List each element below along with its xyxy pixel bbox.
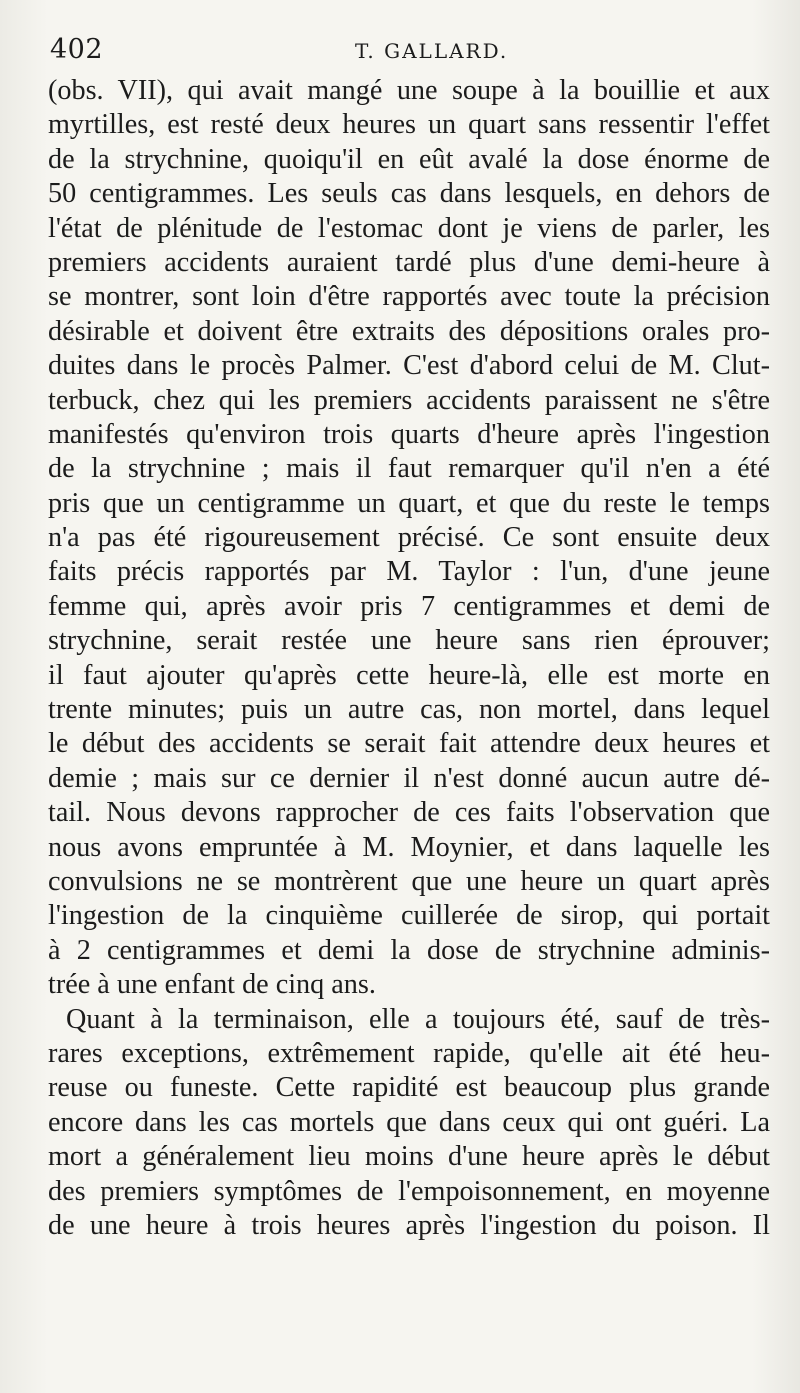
text-line: de la strychnine ; mais il faut remarquer qu'il n'en a été [48,453,770,485]
text-line: demie ; mais sur ce dernier il n'est donné aucun autre dé- [48,762,770,794]
text-line: encore dans les cas mortels que dans ceux qui ont guéri. La [48,1106,770,1138]
text-line: rares exceptions, extrêmement rapide, qu'elle ait été heu- [48,1037,770,1069]
text-line: des premiers symptômes de l'empoisonnement, en moyenne [48,1175,770,1207]
text-line: manifestés qu'environ trois quarts d'heure après l'ingestion [48,418,770,450]
text-line: pris que un centigramme un quart, et que du reste le temps [48,487,770,519]
text-line: 50 centigrammes. Les seuls cas dans lesquels, en dehors de [48,178,770,210]
text-line: désirable et doivent être extraits des dépositions orales pro- [48,315,770,347]
page-number: 402 [50,34,104,65]
text-line: nous avons empruntée à M. Moynier, et dans laquelle les [48,831,770,863]
body-text [48,74,770,1243]
text-line: trée à une enfant de cinq ans. [48,969,376,1001]
text-line: premiers accidents auraient tardé plus d'une demi-heure à [48,246,770,278]
text-line: strychnine, serait restée une heure sans rien éprouver; [48,625,770,657]
text-line: duites dans le procès Palmer. C'est d'abord celui de M. Clut- [48,350,770,382]
text-line: il faut ajouter qu'après cette heure-là, elle est morte en [48,659,770,691]
text-line: Quant à la terminaison, elle a toujours été, sauf de très- [66,1003,770,1035]
page-header [50,34,766,74]
running-head: T. GALLARD. [355,39,509,63]
text-line: terbuck, chez qui les premiers accidents paraissent ne s'être [48,384,770,416]
text-line: de une heure à trois heures après l'ingestion du poison. Il [48,1209,770,1241]
text-line: l'ingestion de la cinquième cuillerée de sirop, qui portait [48,900,770,932]
text-line: convulsions ne se montrèrent que une heure un quart après [48,865,770,897]
text-line: (obs. VII), qui avait mangé une soupe à la bouillie et aux [48,75,770,106]
text-line: l'état de plénitude de l'estomac dont je viens de parler, les [48,212,770,244]
text-line: mort a généralement lieu moins d'une heure après le début [48,1141,770,1173]
text-line: trente minutes; puis un autre cas, non mortel, dans lequel [48,694,770,726]
paragraph-1 [48,74,770,1003]
text-line: le début des accidents se serait fait attendre deux heures et [48,728,770,760]
text-line: myrtilles, est resté deux heures un quart sans ressentir l'effet [48,109,770,141]
text-line: femme qui, après avoir pris 7 centigrammes et demi de [48,590,770,622]
text-line: n'a pas été rigoureusement précisé. Ce sont ensuite deux [48,522,770,554]
text-line: faits précis rapportés par M. Taylor : l'un, d'une jeune [48,556,770,588]
paragraph-2 [48,1003,770,1244]
text-line: à 2 centigrammes et demi la dose de strychnine adminis- [48,934,770,966]
text-line: se montrer, sont loin d'être rapportés avec toute la précision [48,281,770,313]
text-line: reuse ou funeste. Cette rapidité est beaucoup plus grande [48,1072,770,1104]
text-line: de la strychnine, quoiqu'il en eût avalé la dose énorme de [48,143,770,175]
text-line: tail. Nous devons rapprocher de ces faits l'observation que [48,797,770,829]
